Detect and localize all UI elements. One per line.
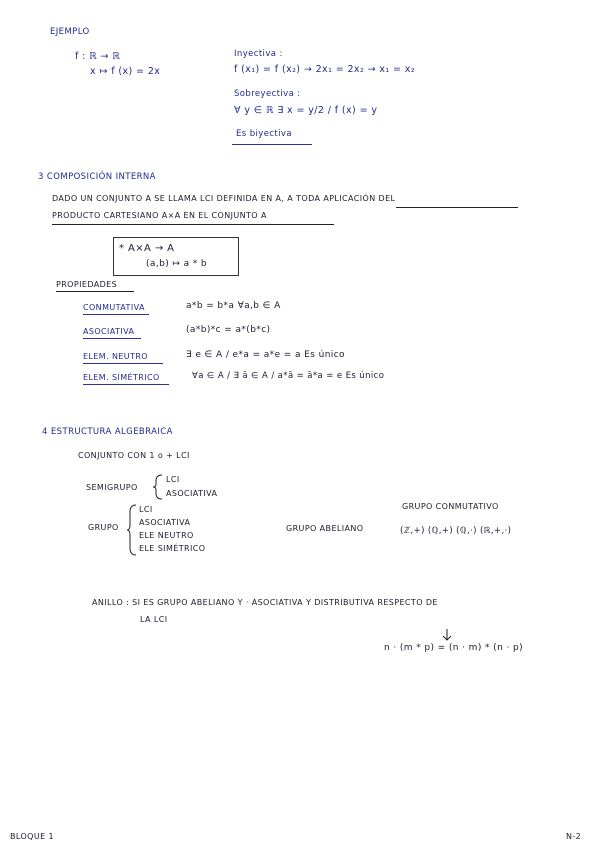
conclusion-underline [232, 144, 312, 145]
semigroup-item: LCI [166, 475, 180, 484]
property-formula: a*b = b*a ∀a,b ∈ A [186, 301, 281, 311]
property-underline [83, 314, 149, 315]
commutative-examples: (ℤ,+) (ℚ,+) (ℚ,·) (ℝ,+,·) [400, 526, 512, 536]
example-title: EJEMPLO [50, 27, 90, 37]
properties-title: PROPIEDADES [56, 280, 118, 289]
semigroup-item: ASOCIATIVA [166, 489, 218, 498]
section3-heading: 3 COMPOSICIÓN INTERNA [38, 172, 156, 182]
property-name: ELEM. NEUTRO [83, 352, 148, 361]
ring-definition-line2: LA LCI [140, 615, 168, 624]
section4-heading: 4 ESTRUCTURA ALGEBRAICA [42, 427, 173, 437]
properties-underline [56, 291, 134, 292]
group-brace-icon [126, 504, 138, 556]
abelian-group-label: GRUPO ABELIANO [286, 524, 364, 533]
group-label: GRUPO [88, 523, 119, 532]
group-item: ELE SIMÉTRICO [139, 544, 206, 553]
property-formula: (a*b)*c = a*(b*c) [186, 325, 271, 335]
property-formula: ∃ e ∈ A / e*a = a*e = a Es único [186, 350, 345, 360]
surjective-label: Sobreyectiva : [234, 89, 301, 99]
property-name: CONMUTATIVA [83, 303, 145, 312]
function-rule: x ↦ f (x) = 2x [90, 66, 161, 77]
property-name: ELEM. SIMÉTRICO [83, 373, 160, 382]
property-underline [83, 363, 163, 364]
function-definition: f : ℝ → ℝ [75, 51, 121, 62]
commutative-group-label: GRUPO CONMUTATIVO [402, 502, 499, 511]
definition-underline-1 [396, 207, 518, 208]
bijective-conclusion: Es biyectiva [236, 129, 292, 139]
injective-expression: f (x₁) = f (x₂) → 2x₁ = 2x₂ → x₁ = x₂ [234, 64, 416, 75]
property-formula: ∀a ∈ A / ∃ ā ∈ A / a*ā = ā*a = e Es único [192, 371, 385, 381]
definition-line2: PRODUCTO CARTESIANO A×A EN EL CONJUNTO A [52, 211, 267, 220]
property-underline [83, 384, 169, 385]
semigroup-label: SEMIGRUPO [86, 483, 138, 492]
group-item: ELE NEUTRO [139, 531, 194, 540]
property-underline [83, 338, 141, 339]
surjective-expression: ∀ y ∈ ℝ ∃ x = y/2 / f (x) = y [234, 105, 378, 116]
distributive-property: n · (m * p) = (n · m) * (n · p) [384, 643, 523, 653]
semigroup-brace-icon [152, 474, 164, 500]
injective-label: Inyectiva : [234, 49, 283, 59]
box-line1: * A×A → A [119, 243, 175, 254]
footer-right: N-2 [566, 832, 582, 841]
box-line2: (a,b) ↦ a * b [146, 259, 208, 269]
property-name: ASOCIATIVA [83, 327, 135, 336]
arrow-down-icon [440, 628, 454, 642]
conjunto-description: CONJUNTO CON 1 o + LCI [78, 451, 190, 460]
ring-definition-line1: ANILLO : SI ES GRUPO ABELIANO Y · ASOCIATIVA Y DISTRIBUTIVA RESPECTO DE [92, 598, 438, 607]
group-item: ASOCIATIVA [139, 518, 191, 527]
definition-underline-2 [52, 224, 334, 225]
footer-left: BLOQUE 1 [10, 832, 54, 841]
definition-line1: DADO UN CONJUNTO A SE LLAMA LCI DEFINIDA EN A, A TODA APLICACIÓN DEL [52, 194, 396, 203]
group-item: LCI [139, 505, 153, 514]
